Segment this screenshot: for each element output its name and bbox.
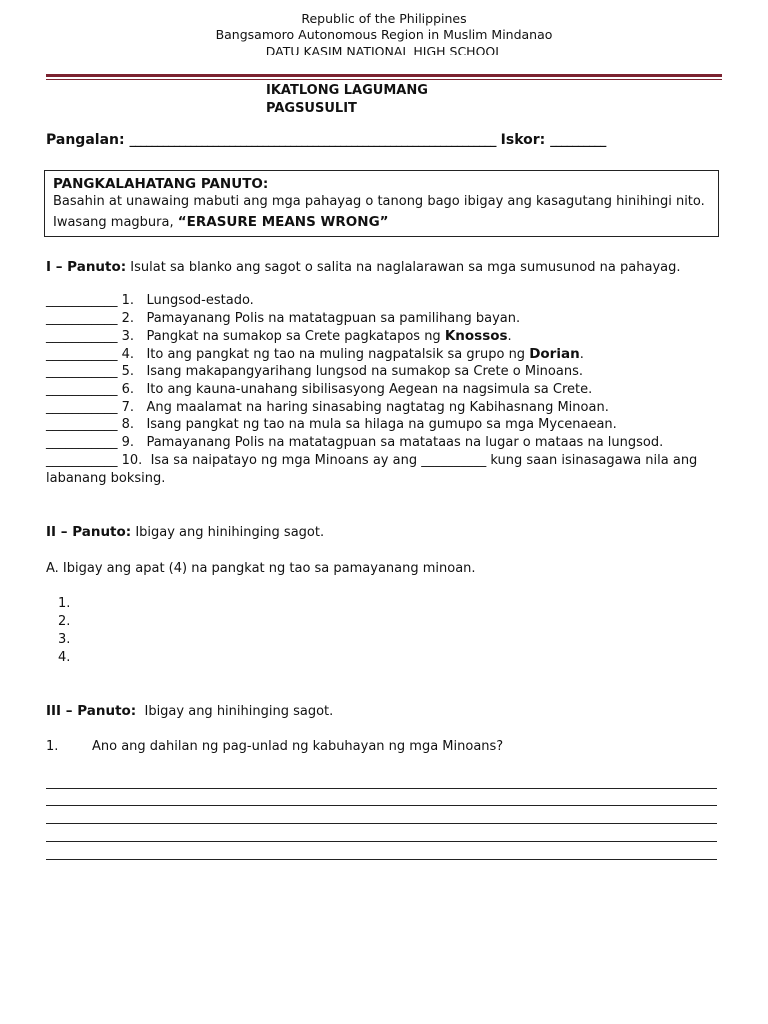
part1-item [46, 381, 592, 399]
item-text: Isang makapangyarihang lungsod na sumakop sa Crete o Minoans. [146, 364, 583, 379]
answer-blank[interactable]: ___________ [46, 293, 118, 308]
exam-title-line2: PAGSUSULIT [266, 101, 357, 116]
part1-item [46, 434, 663, 452]
part2-heading [46, 523, 324, 542]
answer-line[interactable] [46, 788, 717, 789]
header-rule-thick [46, 74, 722, 77]
part3-instruction: Ibigay ang hinihinging sagot. [136, 704, 334, 719]
item-after: . [579, 347, 584, 362]
part1-item [46, 416, 617, 434]
item-bold: Dorian [529, 346, 580, 362]
header-republic: Republic of the Philippines [301, 11, 467, 26]
inline-answer-blank[interactable]: __________ [421, 453, 487, 468]
part1-item [46, 345, 584, 364]
item-text: Lungsod-estado. [146, 293, 254, 308]
item-number: 6. [121, 382, 135, 397]
part1-heading [46, 258, 681, 277]
answer-line[interactable] [46, 859, 717, 860]
answer-blank[interactable]: ___________ [46, 329, 118, 344]
item-text: Pangkat na sumakop sa Crete pagkatapos ng [146, 329, 445, 344]
part2-subquestion: A. Ibigay ang apat (4) na pangkat ng tao sa pamayanang minoan. [46, 561, 476, 576]
item-number: 8. [121, 417, 135, 432]
part1-item [46, 310, 520, 328]
item-number: 5. [121, 364, 135, 379]
part3-question: Ano ang dahilan ng pag-unlad ng kabuhayan ng mga Minoans? [92, 739, 504, 754]
part2-instruction: Ibigay ang hinihinging sagot. [131, 525, 325, 540]
item-text: Isa sa naipatayo ng mga Minoans ay ang [150, 453, 422, 468]
item-text: Pamayanang Polis na matatagpuan sa matataas na lugar o mataas na lungsod. [146, 435, 664, 450]
score-label: Iskor: [500, 132, 546, 148]
item-number: 1. [121, 293, 135, 308]
answer-line[interactable] [46, 823, 717, 824]
item-number: 9. [121, 435, 135, 450]
name-score-row [46, 132, 722, 148]
part1-item [46, 363, 583, 381]
part1-item-10 [46, 452, 697, 470]
answer-blank[interactable]: ___________ [46, 311, 118, 326]
item-number: 4. [121, 347, 135, 362]
header-rule-thin [46, 79, 722, 80]
item-number: 2. [121, 311, 135, 326]
part1-instruction: Isulat sa blanko ang sagot o salita na naglalarawan sa mga sumusunod na pahayag. [126, 260, 681, 275]
part2-answer-number: 3. [58, 632, 71, 647]
item-text: Pamayanang Polis na matatagpuan sa pamilihang bayan. [146, 311, 521, 326]
answer-blank[interactable]: ___________ [46, 453, 118, 468]
part1-item [46, 292, 254, 310]
answer-blank[interactable]: ___________ [46, 347, 118, 362]
part3-question-number: 1. [46, 739, 59, 754]
answer-blank[interactable]: ___________ [46, 435, 118, 450]
answer-line[interactable] [46, 841, 717, 842]
erasure-warning: “ERASURE MEANS WRONG” [177, 214, 389, 230]
part3-label: III – Panuto: [46, 703, 137, 719]
instructions-line2 [53, 213, 389, 232]
answer-blank[interactable]: ___________ [46, 400, 118, 415]
part1-item [46, 327, 512, 346]
item-text: Isang pangkat ng tao na mula sa hilaga na gumupo sa mga Mycenaean. [146, 417, 617, 432]
part1-item [46, 399, 609, 417]
item-text: Ito ang pangkat ng tao na muling nagpatalsik sa grupo ng [146, 347, 530, 362]
instructions-heading: PANGKALAHATANG PANUTO: [53, 176, 269, 192]
header-school-clip [0, 44, 768, 55]
faded-text-fragment [300, 114, 410, 120]
part3-heading [46, 702, 333, 721]
name-blank[interactable]: __________________________________________________________________ [129, 132, 496, 147]
header-region: Bangsamoro Autonomous Region in Muslim Mindanao [215, 27, 553, 42]
answer-blank[interactable]: ___________ [46, 417, 118, 432]
item-bold: Knossos [444, 328, 508, 344]
answer-blank[interactable]: ___________ [46, 364, 118, 379]
item-text-b: kung saan isinasagawa nila ang [486, 453, 698, 468]
item-text: Ang maalamat na haring sinasabing nagtatag ng Kabihasnang Minoan. [146, 400, 609, 415]
instructions-line1: Basahin at unawaing mabuti ang mga pahayag o tanong bago ibigay ang kasagutang hinihingi nito. [53, 194, 705, 209]
score-blank[interactable]: __________ [550, 132, 606, 147]
part2-label: II – Panuto: [46, 524, 132, 540]
part2-answer-number: 4. [58, 650, 71, 665]
name-label: Pangalan: [46, 132, 125, 148]
instructions-line2-prefix: Iwasang magbura, [53, 215, 178, 230]
part1-item-10-cont: labanang boksing. [46, 471, 166, 486]
item-number: 10. [121, 453, 143, 468]
item-after: . [507, 329, 512, 344]
part2-answer-number: 1. [58, 596, 71, 611]
part1-label: I – Panuto: [46, 259, 127, 275]
exam-title-line1: IKATLONG LAGUMANG [266, 83, 428, 98]
part2-answer-number: 2. [58, 614, 71, 629]
item-number: 7. [121, 400, 135, 415]
answer-blank[interactable]: ___________ [46, 382, 118, 397]
item-number: 3. [121, 329, 135, 344]
item-text: Ito ang kauna-unahang sibilisasyong Aegean na nagsimula sa Crete. [146, 382, 593, 397]
answer-line[interactable] [46, 805, 717, 806]
header-school: DATU KASIM NATIONAL HIGH SCHOOL [265, 44, 503, 55]
